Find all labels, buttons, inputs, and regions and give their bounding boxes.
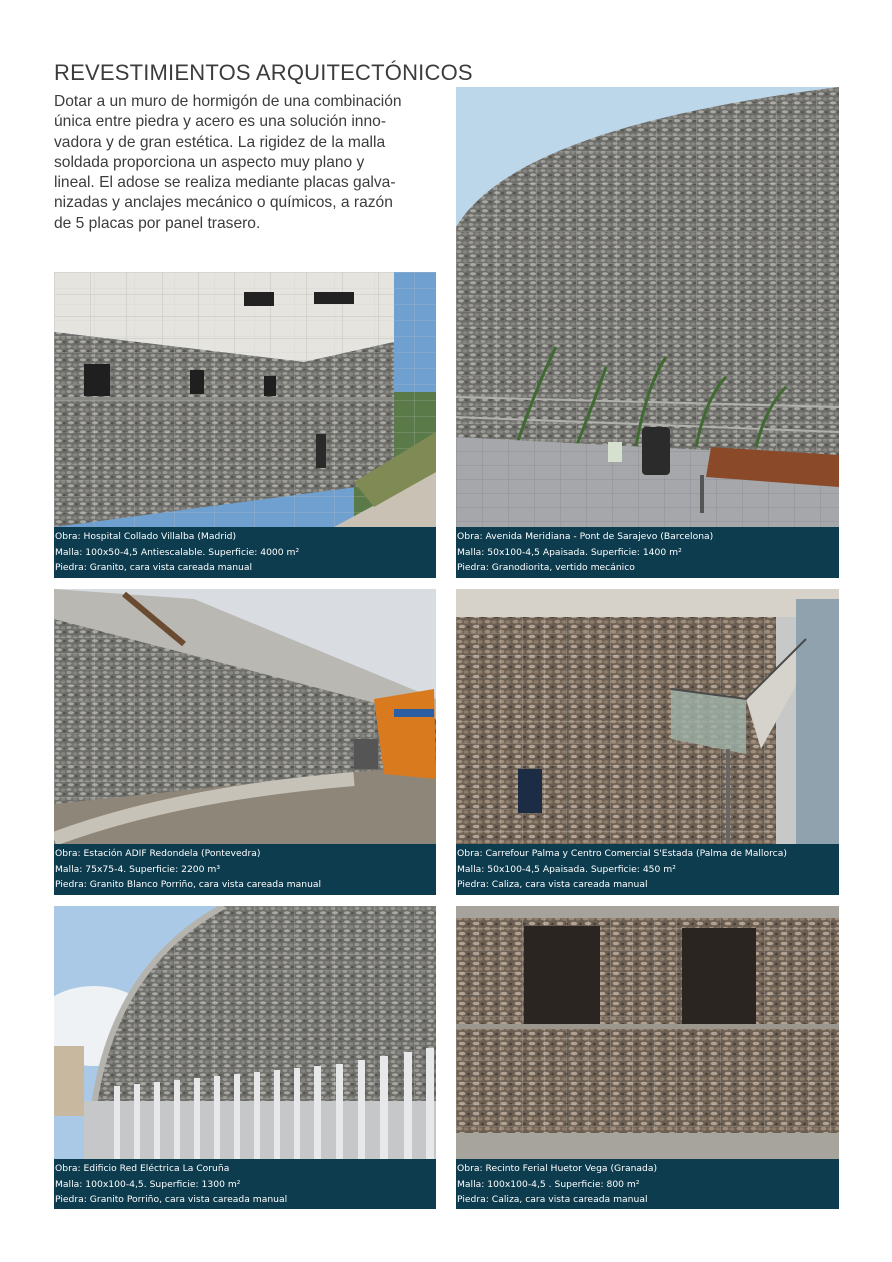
project-caption: [54, 1159, 436, 1209]
project-caption: [456, 527, 839, 578]
project-malla: Malla: 50x100-4,5 Apaisada. Superficie: 450 m²: [457, 863, 676, 875]
project-obra: Obra: Avenida Meridiana - Pont de Sarajevo (Barcelona): [457, 531, 714, 542]
project-photo: [54, 272, 436, 527]
project-malla: Malla: 75x75-4. Superficie: 2200 m³: [55, 863, 221, 875]
project-piedra: Piedra: Granito, cara vista careada manual: [55, 562, 253, 574]
project-photo: [456, 87, 839, 527]
project-obra: Obra: Recinto Ferial Huetor Vega (Granada): [457, 1163, 658, 1174]
intro-line: nizadas y anclajes mecánico o químicos, a razón: [54, 194, 393, 212]
intro-line: única entre piedra y acero es una solución inno-: [54, 113, 387, 131]
project-obra: Obra: Edificio Red Eléctrica La Coruña: [55, 1163, 230, 1174]
project-piedra: Piedra: Granodiorita, vertido mecánico: [457, 562, 635, 574]
project-obra: Obra: Carrefour Palma y Centro Comercial S'Estada (Palma de Mallorca): [457, 848, 787, 859]
project-obra: Obra: Estación ADIF Redondela (Pontevedra): [55, 848, 261, 859]
project-malla: Malla: 100x50-4,5 Antiescalable. Superficie: 4000 m²: [55, 546, 300, 558]
project-card-avenida-meridiana: [456, 87, 839, 578]
project-caption: [54, 844, 436, 895]
project-caption: [456, 844, 839, 895]
project-malla: Malla: 100x100-4,5. Superficie: 1300 m²: [55, 1178, 241, 1190]
intro-line: vadora y de gran estética. La rigidez de la malla: [54, 133, 386, 151]
project-card-huetor-vega: [456, 906, 839, 1209]
project-photo: [456, 589, 839, 844]
project-photo: [54, 906, 436, 1159]
project-photo: [456, 906, 839, 1159]
project-piedra: Piedra: Caliza, cara vista careada manual: [457, 879, 648, 891]
project-malla: Malla: 50x100-4,5 Apaisada. Superficie: 1400 m²: [457, 546, 682, 558]
project-caption: [54, 527, 436, 578]
project-obra: Obra: Hospital Collado Villalba (Madrid): [55, 531, 237, 542]
project-caption: [456, 1159, 839, 1209]
intro-line: lineal. El adose se realiza mediante placas galva-: [54, 174, 396, 192]
project-piedra: Piedra: Granito Blanco Porriño, cara vista careada manual: [55, 879, 322, 891]
intro-line: Dotar a un muro de hormigón de una combinación: [54, 93, 402, 110]
intro-line: de 5 placas por panel trasero.: [54, 214, 261, 232]
project-card-red-electrica: [54, 906, 436, 1209]
project-piedra: Piedra: Caliza, cara vista careada manual: [457, 1194, 648, 1206]
project-malla: Malla: 100x100-4,5 . Superficie: 800 m²: [457, 1178, 640, 1190]
project-card-carrefour-palma: [456, 589, 839, 895]
project-card-hospital-villalba: [54, 272, 436, 578]
project-card-adif-redondela: [54, 589, 436, 895]
project-piedra: Piedra: Granito Porriño, cara vista careada manual: [55, 1194, 288, 1206]
intro-paragraph: [54, 92, 439, 234]
project-photo: [54, 589, 436, 844]
page-title: REVESTIMIENTOS ARQUITECTÓNICOS: [54, 60, 473, 85]
intro-line: soldada proporciona un aspecto muy plano y: [54, 153, 365, 171]
